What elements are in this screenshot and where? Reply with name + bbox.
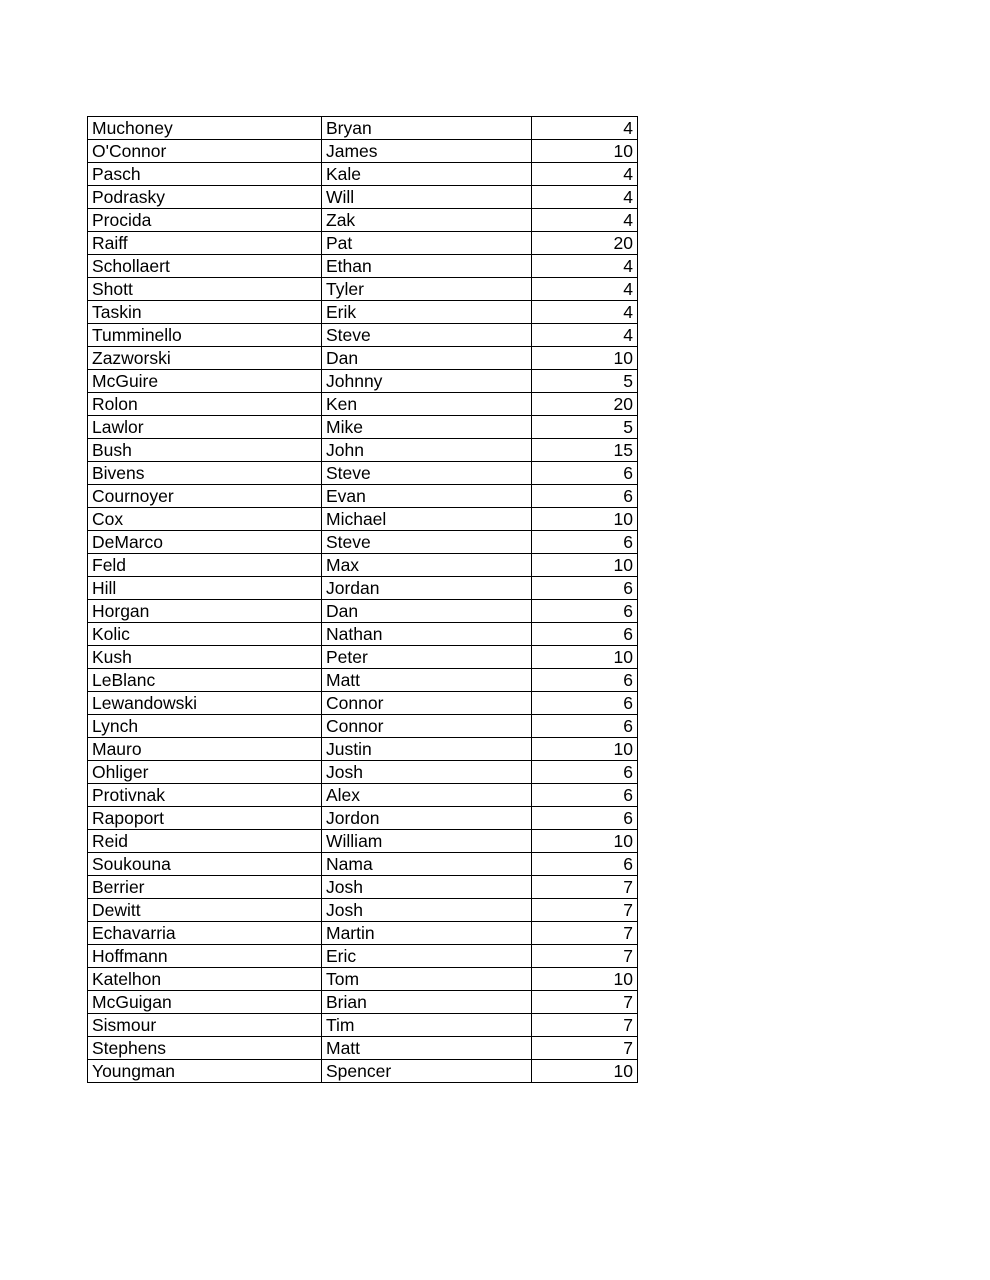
value-cell: 4 xyxy=(532,301,638,324)
value-cell: 5 xyxy=(532,370,638,393)
last-name-cell: Dewitt xyxy=(88,899,322,922)
first-name-cell: Erik xyxy=(322,301,532,324)
last-name-cell: Kolic xyxy=(88,623,322,646)
value-cell: 10 xyxy=(532,554,638,577)
table-row xyxy=(88,715,638,738)
last-name-cell: Cox xyxy=(88,508,322,531)
table-row xyxy=(88,669,638,692)
table-row xyxy=(88,531,638,554)
table-row xyxy=(88,416,638,439)
table-row xyxy=(88,163,638,186)
first-name-cell: Evan xyxy=(322,485,532,508)
last-name-cell: O'Connor xyxy=(88,140,322,163)
table-row xyxy=(88,761,638,784)
table-row xyxy=(88,209,638,232)
last-name-cell: Schollaert xyxy=(88,255,322,278)
roster-table-body xyxy=(88,117,638,1083)
table-row xyxy=(88,186,638,209)
table-row xyxy=(88,646,638,669)
value-cell: 10 xyxy=(532,347,638,370)
table-row xyxy=(88,991,638,1014)
roster-table xyxy=(87,116,638,1083)
last-name-cell: Mauro xyxy=(88,738,322,761)
first-name-cell: Justin xyxy=(322,738,532,761)
value-cell: 4 xyxy=(532,117,638,140)
first-name-cell: Ethan xyxy=(322,255,532,278)
value-cell: 7 xyxy=(532,876,638,899)
last-name-cell: Sismour xyxy=(88,1014,322,1037)
value-cell: 7 xyxy=(532,991,638,1014)
value-cell: 10 xyxy=(532,140,638,163)
first-name-cell: Jordan xyxy=(322,577,532,600)
first-name-cell: Matt xyxy=(322,669,532,692)
first-name-cell: Tyler xyxy=(322,278,532,301)
value-cell: 6 xyxy=(532,669,638,692)
last-name-cell: Lawlor xyxy=(88,416,322,439)
first-name-cell: Kale xyxy=(322,163,532,186)
value-cell: 6 xyxy=(532,485,638,508)
table-row xyxy=(88,554,638,577)
value-cell: 7 xyxy=(532,899,638,922)
first-name-cell: Bryan xyxy=(322,117,532,140)
first-name-cell: Josh xyxy=(322,899,532,922)
value-cell: 4 xyxy=(532,255,638,278)
table-row xyxy=(88,876,638,899)
last-name-cell: Bivens xyxy=(88,462,322,485)
table-row xyxy=(88,692,638,715)
table-row xyxy=(88,899,638,922)
value-cell: 4 xyxy=(532,278,638,301)
value-cell: 10 xyxy=(532,830,638,853)
last-name-cell: Bush xyxy=(88,439,322,462)
first-name-cell: Ken xyxy=(322,393,532,416)
table-row xyxy=(88,830,638,853)
last-name-cell: Zazworski xyxy=(88,347,322,370)
value-cell: 6 xyxy=(532,623,638,646)
value-cell: 20 xyxy=(532,232,638,255)
table-row xyxy=(88,1060,638,1083)
last-name-cell: Horgan xyxy=(88,600,322,623)
table-row xyxy=(88,577,638,600)
last-name-cell: Hill xyxy=(88,577,322,600)
value-cell: 7 xyxy=(532,1037,638,1060)
last-name-cell: Echavarria xyxy=(88,922,322,945)
last-name-cell: Podrasky xyxy=(88,186,322,209)
last-name-cell: Protivnak xyxy=(88,784,322,807)
first-name-cell: Tom xyxy=(322,968,532,991)
first-name-cell: Johnny xyxy=(322,370,532,393)
first-name-cell: Spencer xyxy=(322,1060,532,1083)
table-row xyxy=(88,508,638,531)
table-row xyxy=(88,807,638,830)
table-row xyxy=(88,439,638,462)
table-row xyxy=(88,232,638,255)
last-name-cell: Ohliger xyxy=(88,761,322,784)
table-row xyxy=(88,301,638,324)
last-name-cell: Pasch xyxy=(88,163,322,186)
value-cell: 7 xyxy=(532,945,638,968)
table-row xyxy=(88,117,638,140)
last-name-cell: Shott xyxy=(88,278,322,301)
last-name-cell: Reid xyxy=(88,830,322,853)
last-name-cell: Raiff xyxy=(88,232,322,255)
last-name-cell: Feld xyxy=(88,554,322,577)
value-cell: 6 xyxy=(532,462,638,485)
value-cell: 6 xyxy=(532,853,638,876)
table-row xyxy=(88,462,638,485)
first-name-cell: John xyxy=(322,439,532,462)
table-row xyxy=(88,140,638,163)
table-row xyxy=(88,278,638,301)
first-name-cell: Martin xyxy=(322,922,532,945)
value-cell: 6 xyxy=(532,531,638,554)
table-row xyxy=(88,370,638,393)
value-cell: 4 xyxy=(532,163,638,186)
first-name-cell: Tim xyxy=(322,1014,532,1037)
last-name-cell: Lynch xyxy=(88,715,322,738)
table-row xyxy=(88,1037,638,1060)
value-cell: 10 xyxy=(532,646,638,669)
first-name-cell: Connor xyxy=(322,715,532,738)
value-cell: 10 xyxy=(532,508,638,531)
value-cell: 5 xyxy=(532,416,638,439)
table-row xyxy=(88,324,638,347)
last-name-cell: Cournoyer xyxy=(88,485,322,508)
first-name-cell: Steve xyxy=(322,531,532,554)
value-cell: 7 xyxy=(532,1014,638,1037)
first-name-cell: Matt xyxy=(322,1037,532,1060)
first-name-cell: Max xyxy=(322,554,532,577)
last-name-cell: Stephens xyxy=(88,1037,322,1060)
value-cell: 4 xyxy=(532,186,638,209)
first-name-cell: Josh xyxy=(322,876,532,899)
last-name-cell: Berrier xyxy=(88,876,322,899)
last-name-cell: McGuigan xyxy=(88,991,322,1014)
last-name-cell: Muchoney xyxy=(88,117,322,140)
value-cell: 6 xyxy=(532,761,638,784)
value-cell: 15 xyxy=(532,439,638,462)
value-cell: 20 xyxy=(532,393,638,416)
last-name-cell: Taskin xyxy=(88,301,322,324)
table-row xyxy=(88,623,638,646)
last-name-cell: Tumminello xyxy=(88,324,322,347)
table-row xyxy=(88,600,638,623)
table-row xyxy=(88,853,638,876)
last-name-cell: DeMarco xyxy=(88,531,322,554)
first-name-cell: Mike xyxy=(322,416,532,439)
value-cell: 10 xyxy=(532,1060,638,1083)
last-name-cell: Rapoport xyxy=(88,807,322,830)
first-name-cell: William xyxy=(322,830,532,853)
table-row xyxy=(88,968,638,991)
table-row xyxy=(88,255,638,278)
value-cell: 6 xyxy=(532,577,638,600)
first-name-cell: Pat xyxy=(322,232,532,255)
last-name-cell: Kush xyxy=(88,646,322,669)
table-row xyxy=(88,485,638,508)
last-name-cell: Katelhon xyxy=(88,968,322,991)
value-cell: 7 xyxy=(532,922,638,945)
first-name-cell: Will xyxy=(322,186,532,209)
last-name-cell: Rolon xyxy=(88,393,322,416)
last-name-cell: Hoffmann xyxy=(88,945,322,968)
value-cell: 10 xyxy=(532,968,638,991)
table-row xyxy=(88,922,638,945)
first-name-cell: Alex xyxy=(322,784,532,807)
first-name-cell: Peter xyxy=(322,646,532,669)
value-cell: 6 xyxy=(532,784,638,807)
first-name-cell: Brian xyxy=(322,991,532,1014)
first-name-cell: Dan xyxy=(322,600,532,623)
value-cell: 6 xyxy=(532,692,638,715)
first-name-cell: Steve xyxy=(322,462,532,485)
first-name-cell: Jordon xyxy=(322,807,532,830)
first-name-cell: Michael xyxy=(322,508,532,531)
first-name-cell: Connor xyxy=(322,692,532,715)
first-name-cell: Nama xyxy=(322,853,532,876)
first-name-cell: Steve xyxy=(322,324,532,347)
value-cell: 4 xyxy=(532,324,638,347)
table-row xyxy=(88,945,638,968)
table-row xyxy=(88,347,638,370)
last-name-cell: McGuire xyxy=(88,370,322,393)
value-cell: 6 xyxy=(532,807,638,830)
last-name-cell: Soukouna xyxy=(88,853,322,876)
last-name-cell: Youngman xyxy=(88,1060,322,1083)
last-name-cell: Procida xyxy=(88,209,322,232)
value-cell: 10 xyxy=(532,738,638,761)
table-row xyxy=(88,1014,638,1037)
first-name-cell: James xyxy=(322,140,532,163)
table-row xyxy=(88,784,638,807)
first-name-cell: Josh xyxy=(322,761,532,784)
first-name-cell: Dan xyxy=(322,347,532,370)
value-cell: 6 xyxy=(532,715,638,738)
table-row xyxy=(88,738,638,761)
first-name-cell: Zak xyxy=(322,209,532,232)
value-cell: 4 xyxy=(532,209,638,232)
last-name-cell: LeBlanc xyxy=(88,669,322,692)
value-cell: 6 xyxy=(532,600,638,623)
table-row xyxy=(88,393,638,416)
first-name-cell: Eric xyxy=(322,945,532,968)
first-name-cell: Nathan xyxy=(322,623,532,646)
last-name-cell: Lewandowski xyxy=(88,692,322,715)
